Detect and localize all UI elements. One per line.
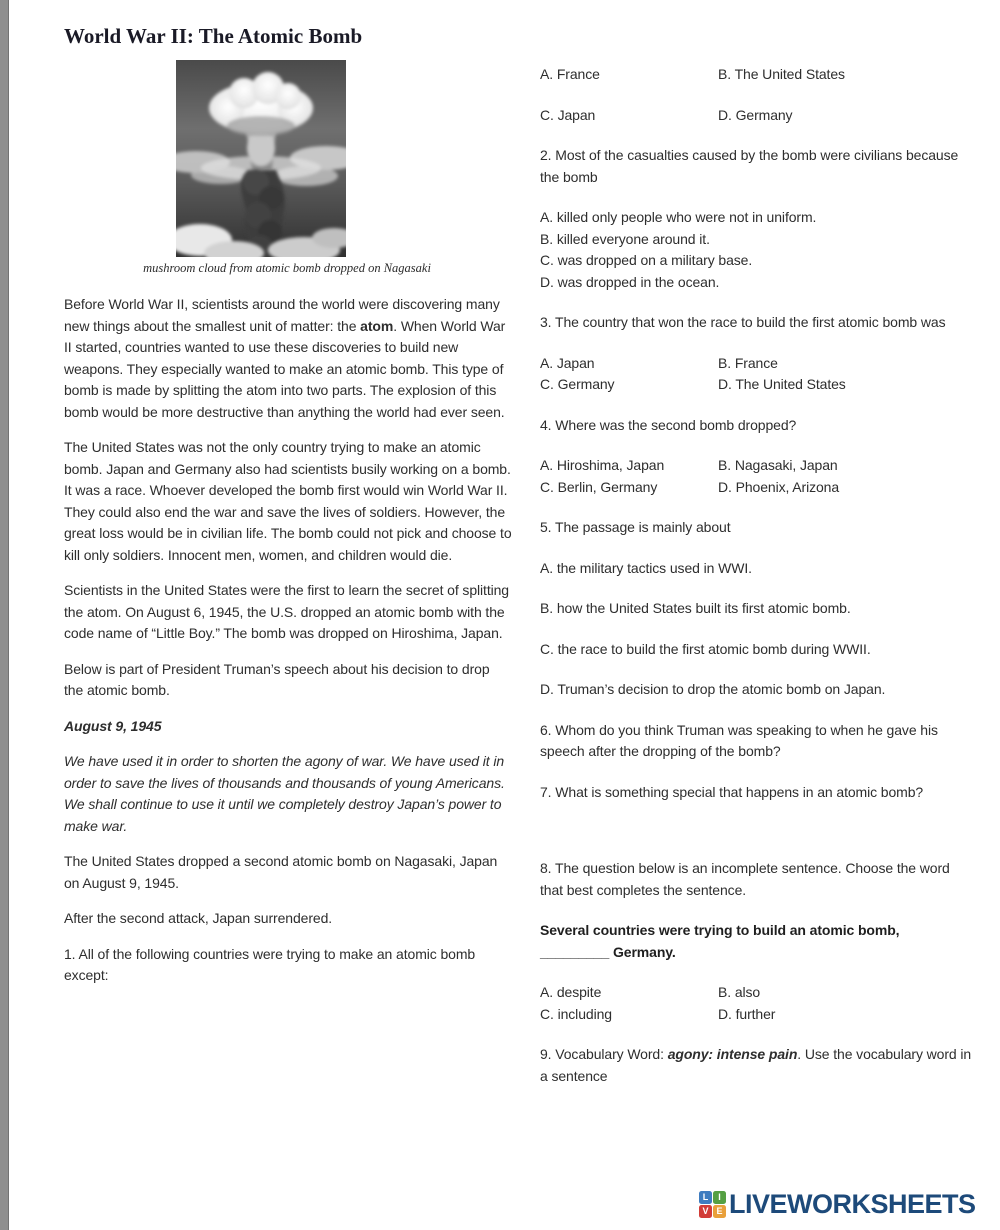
question-9-text — [540, 1044, 976, 1087]
question-3-option-d: D. The United States — [718, 376, 846, 392]
question-5-option-b: B. how the United States built its first atomic bomb. — [540, 600, 851, 616]
question-3-options — [540, 353, 976, 396]
passage-paragraph-3: Scientists in the United States were the first to learn the secret of splitting the atom. On August 6, 1945, the U.S. dropped an atomic bomb with the code name of “Little Boy.” The bomb was dropped on Hiroshima, Japan. — [64, 582, 509, 641]
passage-paragraph-6: After the second attack, Japan surrendered. — [64, 910, 333, 926]
passage-paragraph-2: The United States was not the only country trying to make an atomic bomb. Japan and Germany also had scientists busily working on a bomb. It was a race. Whoever developed the bomb first would win World War II. They could also end the war and save the lives of soldiers. However, the great loss would be in civilian life. The bomb could not pick and choose to kill only soldiers. Innocent men, women, and children would die. — [64, 439, 512, 563]
question-3-options-row-1 — [540, 353, 976, 375]
question-6-text: 6. Whom do you think Truman was speaking to when he gave his speech after the dropping of the bomb? — [540, 721, 938, 759]
question-8-option-c: C. including — [540, 1005, 612, 1022]
mushroom-cloud-photo — [176, 60, 346, 257]
page-left-border — [0, 0, 9, 1230]
question-9-vocab-term: agony: intense pain — [667, 1046, 798, 1062]
page-title: World War II: The Atomic Bomb — [64, 24, 363, 48]
question-2-option-a: A. killed only people who were not in uniform. — [540, 209, 817, 225]
question-1-option-d: D. Germany — [718, 106, 793, 123]
passage-paragraph-1 — [64, 294, 512, 423]
question-2-text: 2. Most of the casualties caused by the bomb were civilians because the bomb — [540, 147, 959, 185]
question-1-text: 1. All of the following countries were trying to make an atomic bomb except: — [64, 945, 476, 983]
logo-tile-i: I — [713, 1191, 726, 1204]
logo-tile-v: V — [699, 1205, 712, 1218]
liveworksheets-logo-icon — [699, 1191, 726, 1218]
speech-date-heading: August 9, 1945 — [64, 717, 162, 734]
question-9-suffix: . Use the vocabulary word in a sentence — [540, 1046, 972, 1084]
question-3-option-c: C. Germany — [540, 376, 615, 392]
truman-speech-quote: We have used it in order to shorten the agony of war. We have used it in order to save the lives of thousands and thousands of young Americans. We shall continue to use it until we completely destroy Japan’s power to make war. — [64, 753, 505, 834]
question-1-option-a: A. France — [540, 66, 600, 82]
question-8-text: 8. The question below is an incomplete sentence. Choose the word that best completes the sentence. — [540, 860, 950, 898]
question-5-option-a: A. the military tactics used in WWI. — [540, 559, 752, 576]
question-4-options-row-2 — [540, 477, 976, 499]
question-9-prefix: 9. Vocabulary Word: — [540, 1046, 668, 1062]
liveworksheets-logo[interactable] — [699, 1189, 976, 1220]
question-3-option-a: A. Japan — [540, 354, 595, 371]
question-5-text: 5. The passage is mainly about — [540, 519, 731, 535]
question-2-option-b: B. killed everyone around it. — [540, 230, 710, 247]
question-1-option-c: C. Japan — [540, 106, 596, 123]
question-4-option-a: A. Hiroshima, Japan — [540, 457, 665, 473]
passage-p1-text-end: . When World War II started, countries wanted to use these discoveries to build new weapons. They especially wanted to make an atomic bomb. This type of bomb is made by splitting the atom into two parts. The explosion of this bomb would be more destructive than anything the world had ever seen. — [64, 317, 506, 420]
passage-paragraph-4: Below is part of President Truman’s speech about his decision to drop the atomic bomb. — [64, 660, 490, 698]
passage-p1-text-start: Before World War II, scientists around the world were discovering many new things about the smallest unit of matter: the — [64, 296, 500, 334]
questions-column — [540, 64, 976, 1106]
question-3-options-row-2 — [540, 374, 976, 396]
question-5-option-d: D. Truman’s decision to drop the atomic bomb on Japan. — [540, 681, 886, 697]
question-8-option-b: B. also — [718, 984, 761, 1000]
question-2-option-c: C. was dropped on a military base. — [540, 252, 753, 268]
passage-column — [64, 294, 512, 1001]
question-4-options-row-1 — [540, 455, 976, 477]
question-3-option-b: B. France — [718, 354, 778, 371]
question-1-option-b: B. The United States — [718, 66, 845, 82]
passage-p1-bold-atom: atom — [360, 317, 394, 334]
question-8-sentence — [540, 920, 976, 963]
logo-tile-l: L — [699, 1191, 712, 1204]
question-5-option-c: C. the race to build the first atomic bomb during WWII. — [540, 640, 871, 657]
liveworksheets-logo-text: LIVEWORKSHEETS — [729, 1189, 976, 1219]
question-2-options — [540, 207, 976, 293]
question-8-options-row-1 — [540, 982, 976, 1004]
question-4-option-b: B. Nagasaki, Japan — [718, 457, 838, 473]
question-8-options — [540, 982, 976, 1025]
question-8-options-row-2 — [540, 1004, 976, 1026]
passage-paragraph-5: The United States dropped a second atomic bomb on Nagasaki, Japan on August 9, 1945. — [64, 853, 498, 891]
question-8-option-a: A. despite — [540, 984, 602, 1000]
question-8-sentence-line-2: _________ Germany. — [540, 943, 676, 960]
logo-tile-e: E — [713, 1205, 726, 1218]
figure-caption: mushroom cloud from atomic bomb dropped on Nagasaki — [143, 261, 431, 275]
question-8-sentence-line-1: Several countries were trying to build an atomic bomb, — [540, 922, 900, 938]
question-4-options — [540, 455, 976, 498]
question-8-option-d: D. further — [718, 1005, 776, 1022]
question-7-text: 7. What is something special that happens in an atomic bomb? — [540, 783, 924, 800]
question-4-option-d: D. Phoenix, Arizona — [718, 478, 840, 495]
question-4-text: 4. Where was the second bomb dropped? — [540, 416, 797, 433]
question-1-options-row-1 — [540, 64, 976, 86]
question-4-option-c: C. Berlin, Germany — [540, 478, 658, 495]
question-2-option-d: D. was dropped in the ocean. — [540, 273, 720, 290]
question-1-options-row-2 — [540, 105, 976, 127]
question-3-text: 3. The country that won the race to build the first atomic bomb was — [540, 314, 946, 330]
